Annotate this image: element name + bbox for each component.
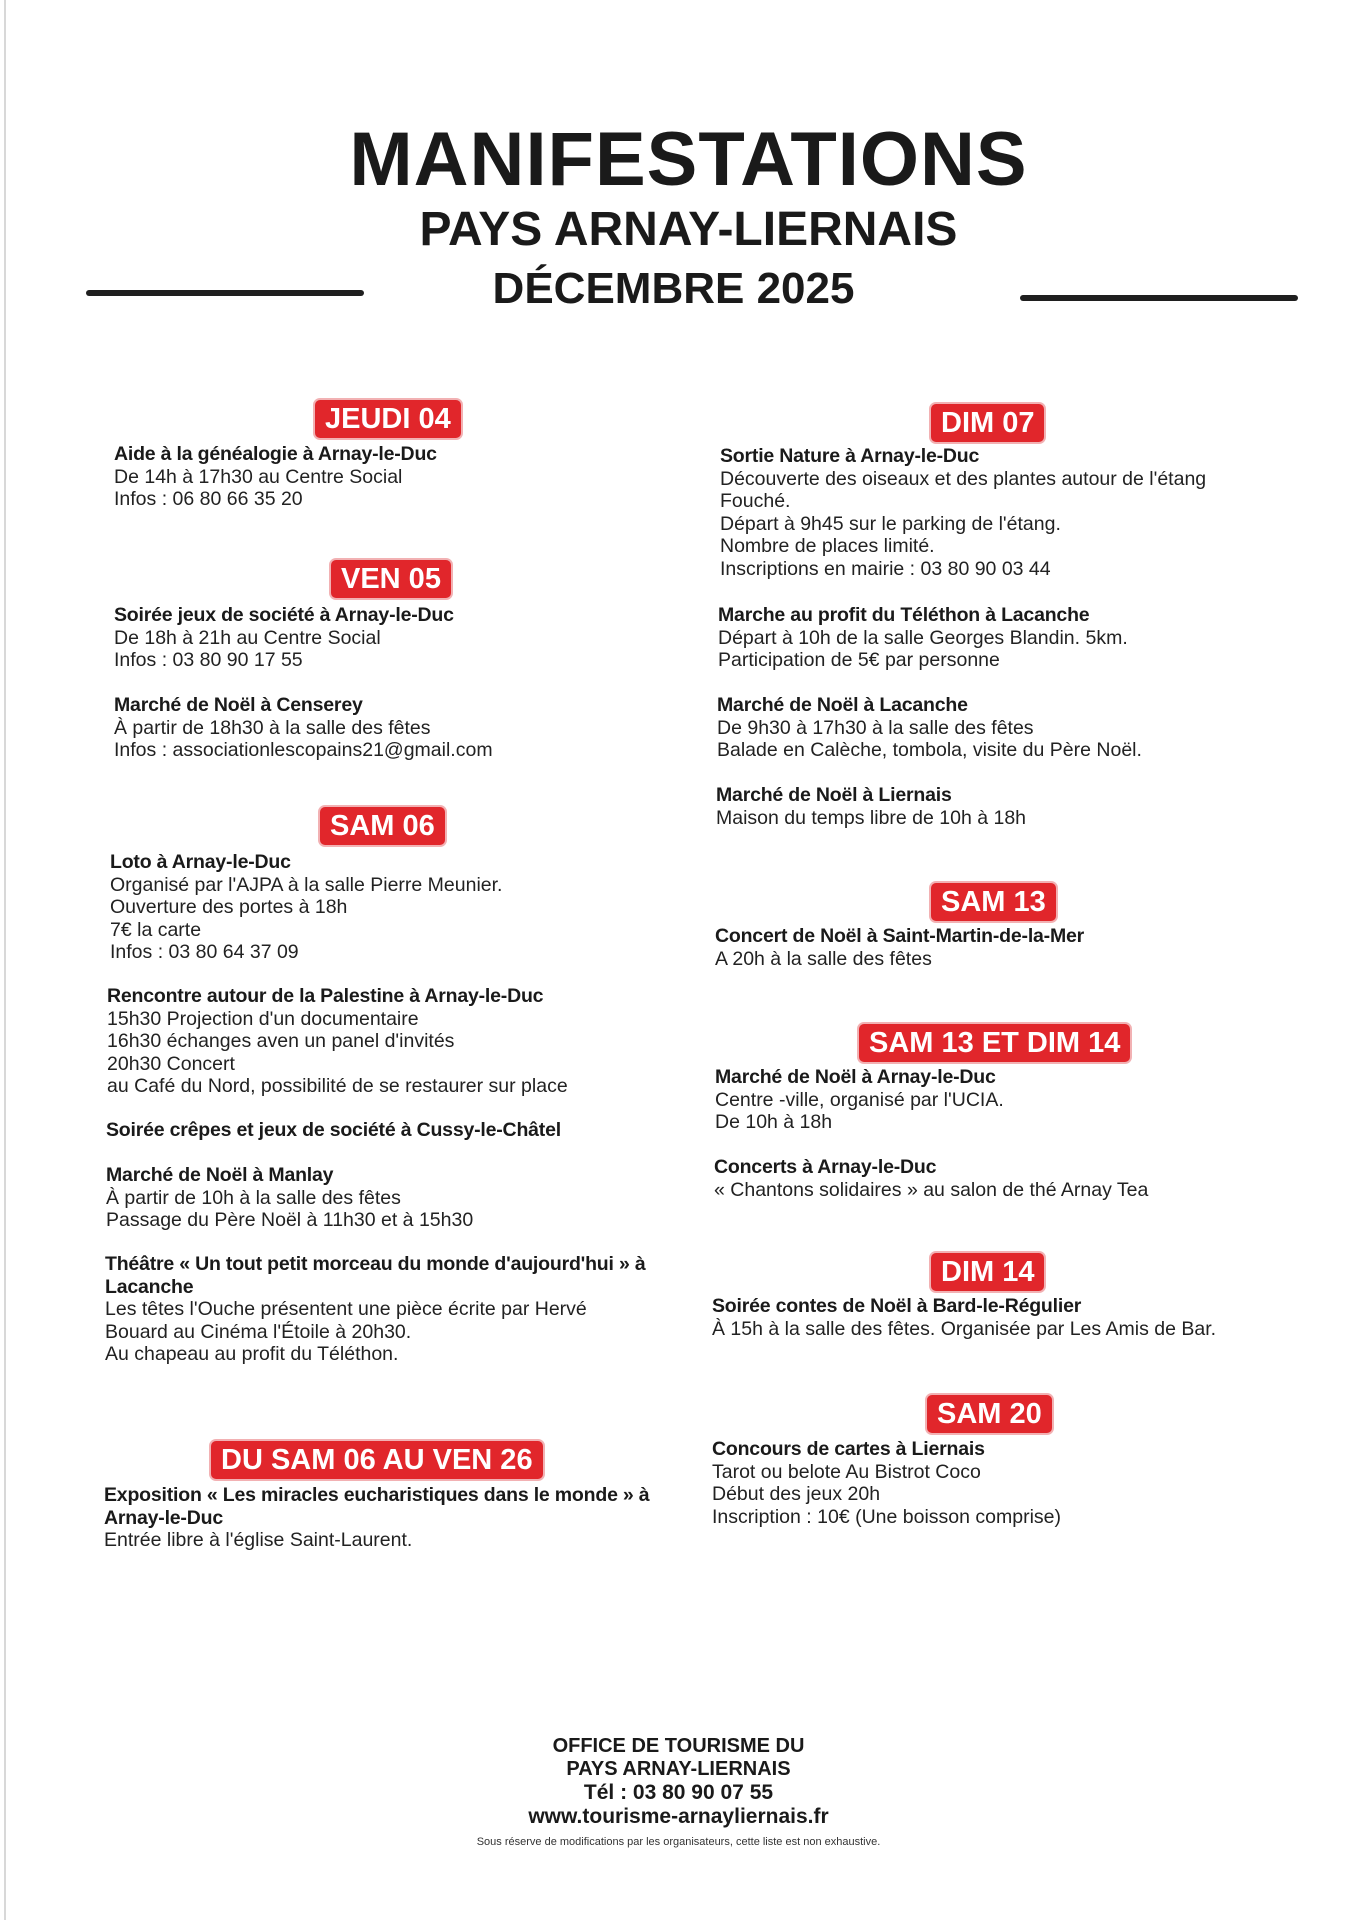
event-line: Infos : 06 80 66 35 20 [114,488,303,510]
event-line: De 14h à 17h30 au Centre Social [114,465,403,488]
event-marche-censerey [114,694,493,762]
event-name: Aide à la généalogie à Arnay-le-Duc [114,443,437,465]
event-line: Tarot ou belote Au Bistrot Coco [712,1460,981,1483]
event-line: Inscriptions en mairie : 03 80 90 03 44 [720,557,1051,580]
event-name: Loto à Arnay-le-Duc [110,851,291,873]
footer [0,1735,1357,1849]
event-line: Découverte des oiseaux et des plantes autour de l'étang [720,467,1207,490]
event-line: Début des jeux 20h [712,1483,881,1505]
event-concerts-arnay [714,1156,1148,1201]
event-line: Passage du Père Noël à 11h30 et à 15h30 [106,1209,474,1231]
day-badge-du-sam-06-au-ven-26: DU SAM 06 AU VEN 26 [209,1439,545,1481]
event-line: au Café du Nord, possibilité de se restaurer sur place [107,1075,568,1097]
event-line: 20h30 Concert [107,1052,235,1075]
page-month: DÉCEMBRE 2025 [492,264,855,313]
event-theatre [105,1253,645,1366]
event-line: De 10h à 18h [715,1111,833,1133]
event-marche-lacanche [717,694,1142,762]
footer-org-line1: OFFICE DE TOURISME DU [552,1735,805,1757]
event-line: Balade en Calèche, tombola, visite du Père Noël. [717,739,1142,761]
day-badge-sam-13-et-dim-14: SAM 13 ET DIM 14 [857,1022,1132,1064]
event-name: Soirée jeux de société à Arnay-le-Duc [114,604,454,626]
event-name: Théâtre « Un tout petit morceau du monde d'aujourd'hui » à [105,1253,646,1275]
event-jeux-societe [114,604,454,672]
header-rule-left [86,290,364,296]
event-line: De 9h30 à 17h30 à la salle des fêtes [717,716,1034,739]
event-line: Fouché. [720,490,791,512]
event-name: Marché de Noël à Censerey [114,694,363,716]
event-line: Ouverture des portes à 18h [110,896,348,918]
event-name: Sortie Nature à Arnay-le-Duc [720,445,980,467]
event-marche-manlay [106,1164,473,1232]
event-line: Entrée libre à l'église Saint-Laurent. [104,1529,413,1551]
event-line: À 15h à la salle des fêtes. Organisée par Les Amis de Bar. [712,1317,1217,1340]
event-concours-cartes [712,1438,1061,1528]
event-line: De 18h à 21h au Centre Social [114,626,381,649]
event-contes-noel [712,1295,1216,1340]
event-genealogie [114,443,437,511]
day-badge-dim-14: DIM 14 [929,1251,1046,1293]
event-marche-telethon [718,604,1128,672]
footer-org-line2: PAYS ARNAY-LIERNAIS [566,1758,791,1780]
event-line: Au chapeau au profit du Téléthon. [105,1343,399,1365]
day-badge-sam-13: SAM 13 [929,881,1058,923]
event-line: À partir de 10h à la salle des fêtes [106,1186,401,1209]
event-line: 15h30 Projection d'un documentaire [107,1007,419,1030]
event-name: Concert de Noël à Saint-Martin-de-la-Mer [715,925,1085,947]
event-line: « Chantons solidaires » au salon de thé Arnay Tea [714,1178,1149,1201]
day-badge-sam-06: SAM 06 [318,805,447,847]
day-badge-dim-07: DIM 07 [929,402,1046,444]
event-name: Marché de Noël à Liernais [716,784,952,806]
event-sortie-nature [720,445,1206,580]
event-palestine [107,985,568,1098]
event-line: Les têtes l'Ouche présentent une pièce écrite par Hervé [105,1298,587,1320]
event-exposition [104,1484,649,1552]
event-line: Participation de 5€ par personne [718,649,1000,671]
day-badge-jeudi-04: JEUDI 04 [313,398,463,440]
event-name: Rencontre autour de la Palestine à Arnay-le-Duc [107,985,544,1007]
footer-website: www.tourisme-arnayliernais.fr [528,1805,829,1828]
day-badge-sam-20: SAM 20 [925,1393,1054,1435]
event-line: Maison du temps libre de 10h à 18h [716,806,1027,829]
page-header [0,117,1357,314]
footer-phone: Tél : 03 80 90 07 55 [583,1781,774,1804]
event-crepes [106,1119,561,1142]
event-line: Départ à 10h de la salle Georges Blandin. 5km. [718,626,1128,649]
event-name: Marché de Noël à Lacanche [717,694,968,716]
event-marche-liernais [716,784,1026,829]
event-name: Marché de Noël à Manlay [106,1164,334,1186]
footer-disclaimer: Sous réserve de modifications par les organisateurs, cette liste est non exhaustive. [476,1836,881,1848]
event-line: Inscription : 10€ (Une boisson comprise) [712,1505,1061,1528]
event-name: Soirée crêpes et jeux de société à Cussy-le-Châtel [106,1119,561,1141]
event-line: 16h30 échanges aven un panel d'invités [107,1030,455,1052]
event-line: Départ à 9h45 sur le parking de l'étang. [720,512,1061,535]
event-concert-saint-martin [715,925,1084,970]
event-name: Soirée contes de Noël à Bard-le-Régulier [712,1295,1082,1317]
header-rule-right [1020,295,1298,301]
day-badge-ven-05: VEN 05 [329,558,453,600]
event-line: A 20h à la salle des fêtes [715,947,932,970]
page-title: MANIFESTATIONS [349,117,1028,202]
event-line: Nombre de places limité. [720,535,935,557]
event-name: Lacanche [105,1275,194,1298]
event-line: Organisé par l'AJPA à la salle Pierre Meunier. [110,873,503,896]
event-line: Bouard au Cinéma l'Étoile à 20h30. [105,1320,412,1343]
event-name: Concerts à Arnay-le-Duc [714,1156,937,1178]
event-name: Arnay-le-Duc [104,1506,223,1529]
event-name: Exposition « Les miracles eucharistiques dans le monde » à [104,1484,650,1506]
page-subtitle: PAYS ARNAY-LIERNAIS [419,203,958,256]
event-line: Infos : associationlescopains21@gmail.com [114,739,493,761]
event-name: Concours de cartes à Liernais [712,1438,985,1460]
event-name: Marche au profit du Téléthon à Lacanche [718,604,1090,626]
event-line: 7€ la carte [110,918,202,941]
event-line: Infos : 03 80 64 37 09 [110,941,299,963]
event-name: Marché de Noël à Arnay-le-Duc [715,1066,996,1088]
event-loto [110,851,502,964]
event-line: À partir de 18h30 à la salle des fêtes [114,716,431,739]
event-line: Infos : 03 80 90 17 55 [114,649,303,671]
event-marche-arnay [715,1066,1004,1134]
event-line: Centre -ville, organisé par l'UCIA. [715,1088,1004,1111]
